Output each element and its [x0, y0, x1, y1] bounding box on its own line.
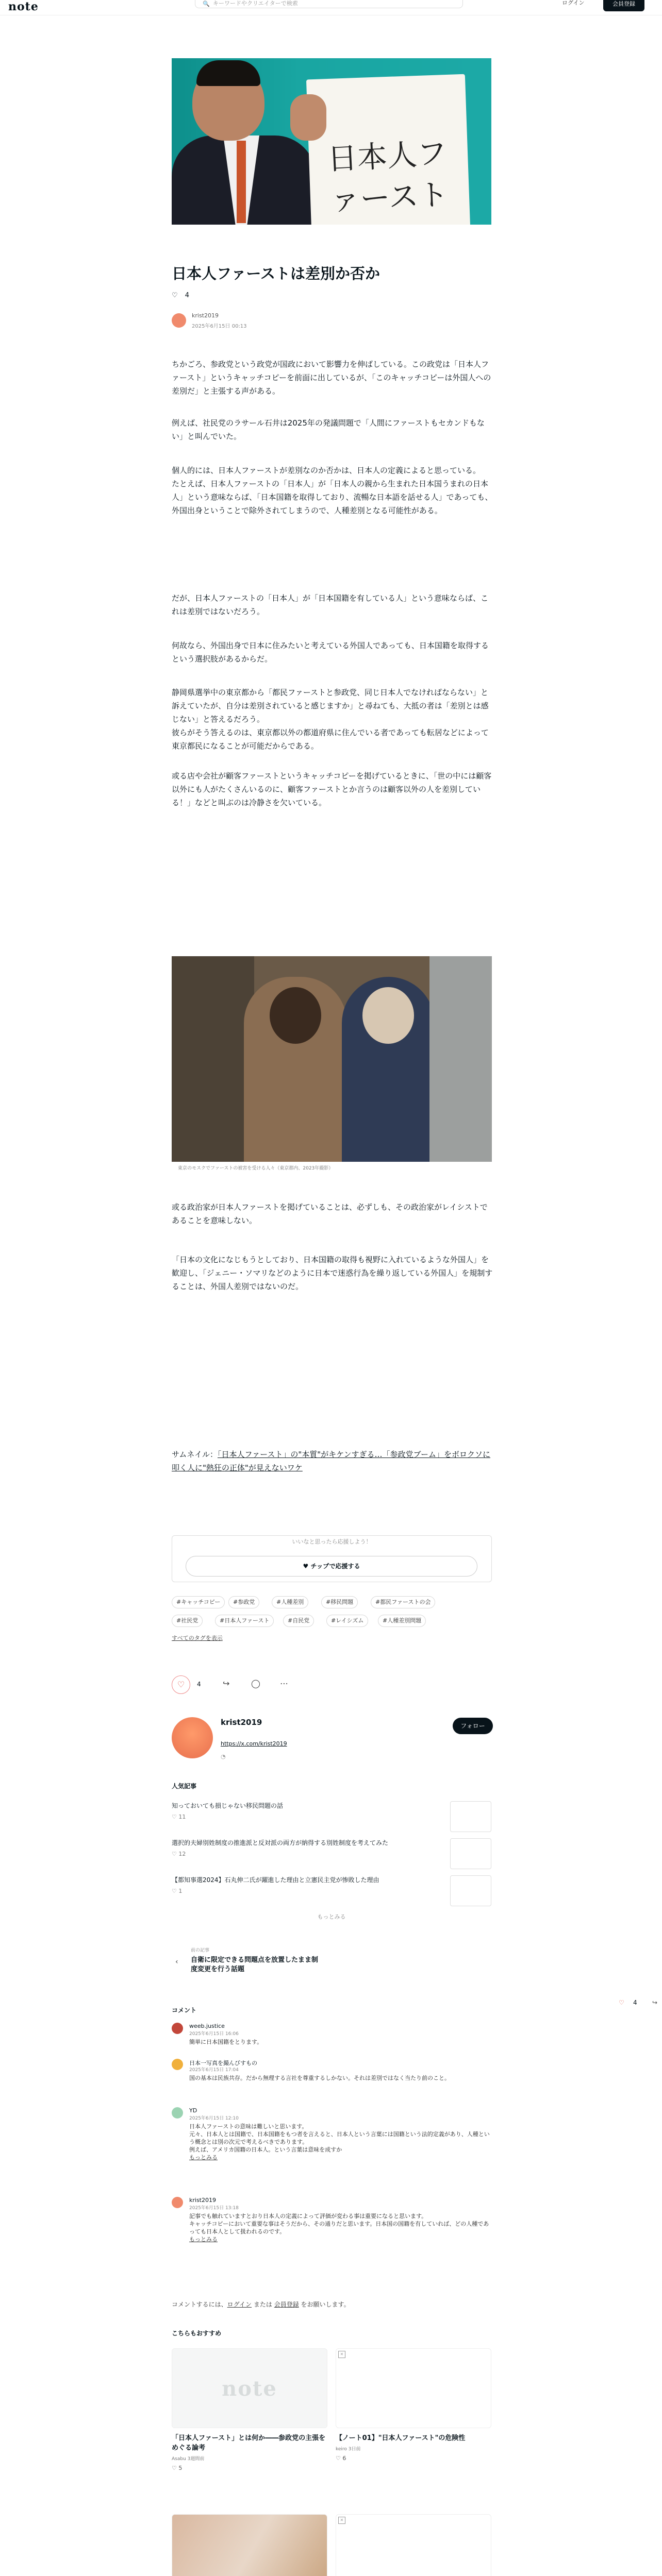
creator-url[interactable]: https://x.com/krist2019 — [221, 1740, 287, 1747]
paragraph: 「日本の文化になじもうとしており、日本国籍の取得も視野に入れているような外国人」を歓迎し、「ジェニー・ソマリなどのように日本で迷惑行為を繰り返している外国人」を規制することは、外国人差別ではないのだ。 — [172, 1255, 493, 1291]
search-placeholder: キーワードやクリエイターで検索 — [213, 0, 298, 7]
hero-image — [172, 58, 491, 225]
commenter-avatar[interactable] — [172, 2197, 183, 2208]
comment-date: 2025年6月15日 13:18 — [189, 2206, 239, 2211]
thumbnail-credit — [172, 1448, 493, 1475]
search-input[interactable] — [195, 0, 463, 8]
heart-icon[interactable]: ♡ — [619, 1999, 624, 2006]
comment-body: 国の基本は民族共存。だから無理する言社を尊重するしかない。それは差別ではなく当たり前のこと。 — [189, 2075, 450, 2081]
comment-icon[interactable]: ◯ — [251, 1679, 260, 1688]
like-count: 4 — [633, 1999, 637, 2006]
broken-image-icon: ✕ — [338, 2517, 345, 2524]
card-title[interactable]: 「日本人ファースト」とは何か――参政党の主張をめぐる論考 — [172, 2434, 326, 2452]
show-more-link[interactable]: もっとみる — [189, 2154, 218, 2161]
thumbnail-source-link[interactable]: 「日本人ファースト」の"本質"がキケンすぎる…「参政党ブーム」をボロクソに叩く人に"熱狂の正体"が見えないワケ — [172, 1450, 491, 1472]
commenter-avatar[interactable] — [172, 2059, 183, 2070]
paragraph: ちかごろ、参政党という政党が国政において影響力を伸ばしている。この政党は「日本人ファースト」というキャッチコピーを前面に出しているが、「このキャッチコピーは外国人への差別だ」と主張する声がある。 — [172, 360, 491, 396]
creator-avatar[interactable] — [172, 1717, 213, 1758]
tag[interactable]: #参政党 — [228, 1596, 259, 1608]
show-more-link[interactable]: もっとみる — [317, 1913, 346, 1920]
card-author: Asabu 3週間前 — [172, 2456, 205, 2462]
author-avatar[interactable] — [172, 313, 186, 328]
comment-body: 日本人ファーストの意味は難しいと思います。 元々、日本人とは国籍で、日本国籍をもつ者を言えると、日本人という言葉には国籍という法的定義があり、人種という概念とは別の次元で考えるべきであります。 例えば、アメリカ国籍の日本人。という言葉は意味を成すか もっとみる — [189, 2123, 490, 2161]
login-link[interactable]: ログイン — [562, 0, 585, 6]
comment-date: 2025年6月15日 12:10 — [189, 2116, 239, 2121]
card-thumbnail[interactable] — [172, 2514, 327, 2576]
tag[interactable]: #日本人ファースト — [215, 1615, 274, 1627]
popular-header: 人気記事 — [172, 1783, 197, 1790]
author-name[interactable]: krist2019 — [192, 312, 219, 319]
tip-prompt: いいなと思ったら応援しよう！ — [292, 1538, 372, 1545]
commenter-avatar[interactable] — [172, 2107, 183, 2119]
list-item[interactable] — [172, 1875, 491, 1909]
broken-image-icon: ✕ — [338, 2351, 345, 2358]
tag[interactable]: #自民党 — [283, 1615, 314, 1627]
tag[interactable]: #キャッチコピー — [172, 1596, 225, 1608]
hero-sign-text: 日本人ファースト — [326, 135, 450, 218]
more-icon[interactable]: ⋯ — [280, 1679, 288, 1688]
tag[interactable]: #レイシズム — [326, 1615, 368, 1627]
signup-link[interactable]: 会員登録 — [274, 2301, 299, 2308]
card-thumbnail[interactable] — [336, 2348, 491, 2428]
list-item[interactable] — [172, 1838, 491, 1872]
card-likes: ♡ 6 — [336, 2455, 346, 2462]
comment-body: 簡単に日本国籍をとります。 — [189, 2039, 263, 2045]
popular-likes: ♡ 11 — [172, 1814, 186, 1820]
card-title[interactable]: 【ノート01】"日本人ファースト"の危険性 — [336, 2434, 466, 2442]
comment-login-note: コメントするには、ログイン または 会員登録 をお願いします。 — [172, 2301, 350, 2308]
paragraph: 例えば、社民党のラサール石井は2025年の発議問題で「人間にファーストもセカンドもない」と叫んでいた。 — [172, 418, 485, 441]
login-link[interactable]: ログイン — [227, 2301, 252, 2308]
note-logo[interactable]: note — [8, 0, 39, 13]
popular-likes: ♡ 1 — [172, 1888, 183, 1894]
article-title: 日本人ファーストは差別か否か — [172, 265, 380, 282]
paragraph: 或る政治家が日本人ファーストを掲げていることは、必ずしも、その政治家がレイシストであることを意味しない。 — [172, 1202, 488, 1225]
paragraph: 個人的には、日本人ファーストが差別なのか否かは、日本人の定義によると思っている。 たとえば、日本人ファーストの「日本人」が「日本人の親から生まれた日本国うまれの日本人」という意味ならば、「日本国籍を取得しており、流暢な日本語を話せる人」であっても、外国出身ということで除外されてしまうので、人種差別となる可能性がある。 — [172, 466, 493, 515]
popular-thumbnail[interactable] — [450, 1801, 491, 1832]
commenter-name[interactable]: krist2019 — [189, 2197, 216, 2204]
photo-caption: 東京のモスクでファーストの被害を受ける人々（東京都内、2023年撮影） — [178, 1166, 334, 1171]
commenter-name[interactable]: weeb.justice — [189, 2023, 225, 2029]
tag[interactable]: #人種差別問題 — [378, 1615, 426, 1627]
thumbnail-credit-prefix: サムネイル： — [172, 1450, 218, 1459]
list-item[interactable] — [172, 1801, 491, 1835]
tip-button[interactable]: ♥ チップで応援する — [186, 1556, 477, 1577]
show-all-tags-link[interactable]: すべてのタグを表示 — [172, 1635, 223, 1641]
popular-title[interactable]: 【都知事選2024】石丸伸二氏が躍進した理由と立憲民主党が惨敗した理由 — [172, 1876, 379, 1884]
heart-icon: ♡ — [177, 1680, 185, 1689]
recommend-header: こちらもおすすめ — [172, 2330, 222, 2337]
comment-date: 2025年6月15日 16:06 — [189, 2031, 239, 2037]
title-like-row[interactable] — [172, 292, 189, 299]
prev-article-link[interactable]: 自衛に限定できる問題点を放置したまま制度変更を行う話題 — [191, 1956, 319, 1973]
paragraph: 静岡県選挙中の東京都から「都民ファーストと参政党、同じ日本人でなければならない」と訴えていたが、自分は差別されていると感じますか」と尋ねても、大抵の者は「差別とは感じない」と答えるだろう。 彼らがそう答えるのは、東京都以外の都道府県に住んでいる者であっても転居などによって東京都民になることが可能だからである。 — [172, 688, 489, 751]
paragraph: だが、日本人ファーストの「日本人」が「日本国籍を有している人」という意味ならば、これは差別ではないだろう。 — [172, 594, 488, 616]
follow-button[interactable]: フォロー — [453, 1718, 493, 1734]
commenter-name[interactable]: YD — [189, 2107, 197, 2114]
search-icon: 🔍 — [203, 1, 210, 7]
tag[interactable]: #都民ファーストの会 — [371, 1596, 435, 1608]
card-likes: ♡ 5 — [172, 2465, 183, 2471]
article-photo — [172, 956, 492, 1162]
signup-button[interactable]: 会員登録 — [603, 0, 644, 11]
heart-icon[interactable]: ♡ — [172, 292, 178, 299]
popular-thumbnail[interactable] — [450, 1838, 491, 1869]
like-count: 4 — [197, 1681, 201, 1688]
comments-header: コメント — [172, 2007, 197, 2014]
prev-label: 前の記事 — [191, 1948, 210, 1953]
share-icon[interactable]: ↪ — [223, 1679, 230, 1688]
recommend-card[interactable] — [336, 2514, 491, 2576]
recommend-card[interactable] — [336, 2348, 491, 2462]
card-thumbnail[interactable]: note — [172, 2348, 327, 2428]
commenter-avatar[interactable] — [172, 2023, 183, 2034]
rss-icon[interactable]: ◔ — [221, 1753, 226, 1760]
publish-date: 2025年6月15日 00:13 — [192, 324, 247, 329]
like-count: 4 — [185, 292, 190, 299]
show-more-link[interactable]: もっとみる — [189, 2236, 218, 2243]
comment-body: 記事でも触れていますとおり日本人の定義によって評価が変わる事は重要になると思います。 キャッチコピーにおいて重要な事はそうだから、その通りだと思います。日本国の国籍を有していれば、どの人種であっても日本人として扱われるのです。 もっとみる — [189, 2213, 489, 2243]
tag[interactable]: #移民問題 — [321, 1596, 358, 1608]
popular-title[interactable]: 選択的夫婦別姓制度の推進派と反対派の両方が納得する別姓制度を考えてみた — [172, 1839, 389, 1846]
card-thumbnail[interactable] — [336, 2514, 491, 2576]
card-author: keiro 3日前 — [336, 2447, 361, 2452]
commenter-name[interactable]: 日本一写真を撮んびすもの — [189, 2060, 257, 2066]
creator-name[interactable]: krist2019 — [221, 1718, 262, 1727]
popular-thumbnail[interactable] — [450, 1875, 491, 1906]
paragraph: 何故なら、外国出身で日本に住みたいと考えている外国人であっても、日本国籍を取得するという選択肢があるからだ。 — [172, 641, 489, 664]
comment-date: 2025年6月15日 17:04 — [189, 2067, 239, 2073]
share-icon[interactable]: ↪ — [652, 1999, 658, 2006]
paragraph: 或る店や会社が顧客ファーストというキャッチコピーを掲げているときに、「世の中には顧客以外にも人がたくさんいるのに、顧客ファーストとか言うのは顧客以外の人を差別している！」などと叫ぶのは冷静さを欠いている。 — [172, 771, 492, 807]
popular-title[interactable]: 知っておいても損じゃない移民問題の話 — [172, 1802, 284, 1809]
tag[interactable]: #社民党 — [172, 1615, 203, 1627]
heart-icon: ♥ — [303, 1563, 309, 1570]
like-button[interactable] — [172, 1675, 190, 1694]
top-header — [0, 0, 662, 15]
recommend-card[interactable] — [172, 2348, 327, 2471]
popular-likes: ♡ 12 — [172, 1851, 186, 1857]
recommend-card[interactable] — [172, 2514, 327, 2576]
tag[interactable]: #人種差別 — [272, 1596, 308, 1608]
chevron-left-icon[interactable]: ‹ — [175, 1958, 178, 1966]
